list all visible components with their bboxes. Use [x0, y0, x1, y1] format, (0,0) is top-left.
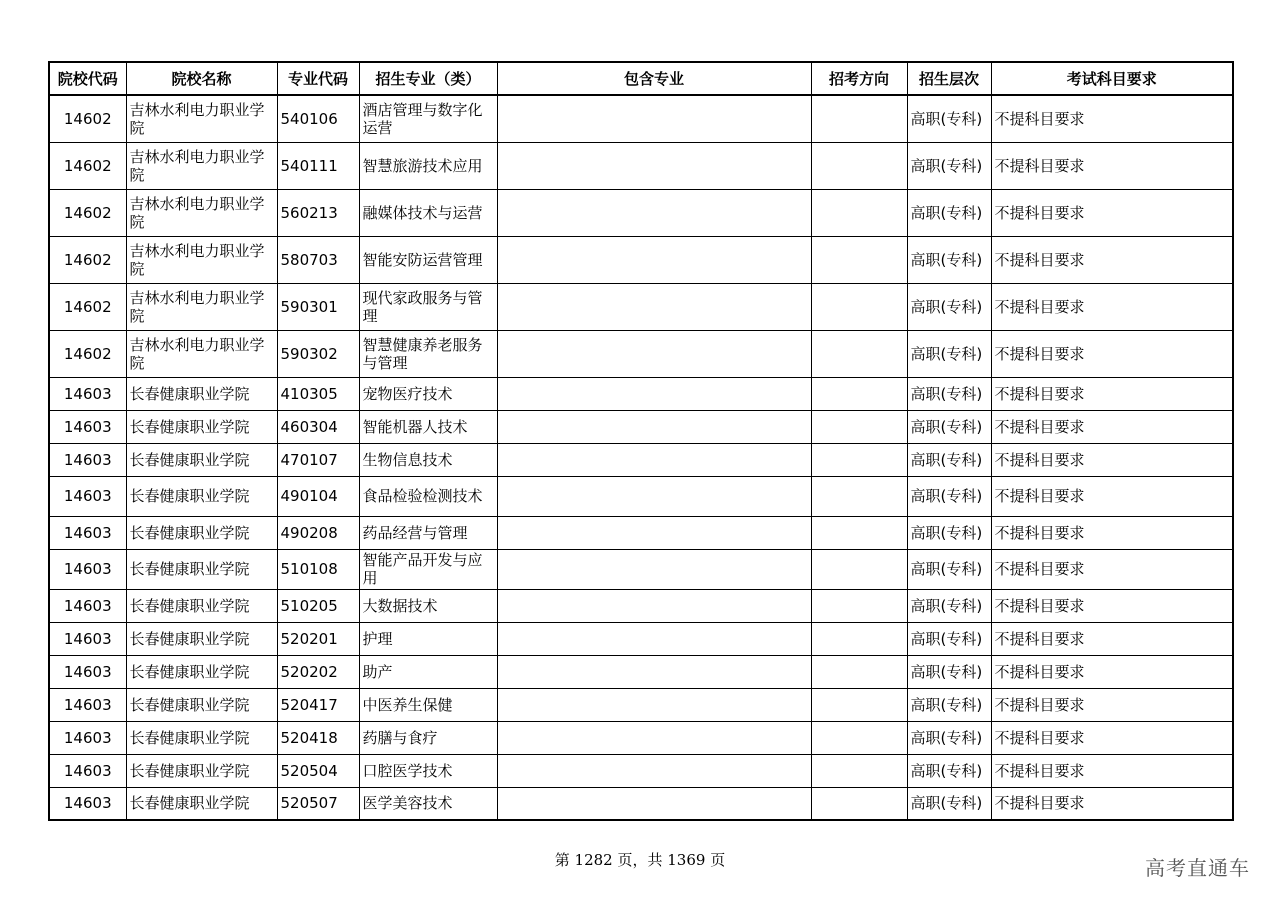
cell-major-code: 540106 [277, 95, 359, 142]
cell-direction [811, 688, 907, 721]
cell-major: 医学美容技术 [359, 787, 497, 820]
cell-level: 高职(专科) [907, 787, 991, 820]
col-header-subject-requirement: 考试科目要求 [991, 62, 1233, 95]
cell-school-name: 长春健康职业学院 [126, 476, 277, 516]
table-row [49, 142, 1233, 189]
cell-school-name: 吉林水利电力职业学院 [126, 189, 277, 236]
cell-major: 融媒体技术与运营 [359, 189, 497, 236]
col-header-school-code: 院校代码 [49, 62, 126, 95]
cell-level: 高职(专科) [907, 549, 991, 589]
cell-school-code: 14603 [49, 721, 126, 754]
cell-subject-requirement: 不提科目要求 [991, 787, 1233, 820]
cell-school-code: 14602 [49, 283, 126, 330]
cell-included-majors [497, 655, 811, 688]
cell-direction [811, 236, 907, 283]
cell-included-majors [497, 236, 811, 283]
cell-included-majors [497, 787, 811, 820]
cell-subject-requirement: 不提科目要求 [991, 688, 1233, 721]
cell-included-majors [497, 95, 811, 142]
cell-school-name: 吉林水利电力职业学院 [126, 283, 277, 330]
cell-included-majors [497, 516, 811, 549]
cell-subject-requirement: 不提科目要求 [991, 754, 1233, 787]
table-row [49, 549, 1233, 589]
cell-school-code: 14603 [49, 549, 126, 589]
cell-direction [811, 189, 907, 236]
cell-included-majors [497, 754, 811, 787]
cell-school-code: 14603 [49, 377, 126, 410]
cell-direction [811, 95, 907, 142]
cell-school-name: 长春健康职业学院 [126, 410, 277, 443]
cell-school-name: 长春健康职业学院 [126, 622, 277, 655]
col-header-included-majors: 包含专业 [497, 62, 811, 95]
cell-school-name: 长春健康职业学院 [126, 754, 277, 787]
cell-subject-requirement: 不提科目要求 [991, 377, 1233, 410]
cell-level: 高职(专科) [907, 754, 991, 787]
cell-direction [811, 516, 907, 549]
cell-included-majors [497, 189, 811, 236]
cell-major: 智能产品开发与应用 [359, 549, 497, 589]
cell-school-name: 长春健康职业学院 [126, 655, 277, 688]
cell-level: 高职(专科) [907, 283, 991, 330]
cell-school-name: 长春健康职业学院 [126, 443, 277, 476]
col-header-level: 招生层次 [907, 62, 991, 95]
cell-major: 酒店管理与数字化运营 [359, 95, 497, 142]
table-row [49, 754, 1233, 787]
cell-subject-requirement: 不提科目要求 [991, 589, 1233, 622]
table-row [49, 189, 1233, 236]
cell-major: 药品经营与管理 [359, 516, 497, 549]
col-header-major-code: 专业代码 [277, 62, 359, 95]
cell-level: 高职(专科) [907, 410, 991, 443]
cell-level: 高职(专科) [907, 443, 991, 476]
cell-major: 智能机器人技术 [359, 410, 497, 443]
cell-major-code: 510108 [277, 549, 359, 589]
cell-level: 高职(专科) [907, 330, 991, 377]
cell-school-name: 长春健康职业学院 [126, 549, 277, 589]
cell-major: 宠物医疗技术 [359, 377, 497, 410]
cell-level: 高职(专科) [907, 476, 991, 516]
table-row [49, 622, 1233, 655]
cell-included-majors [497, 688, 811, 721]
cell-school-code: 14603 [49, 622, 126, 655]
cell-direction [811, 589, 907, 622]
cell-major: 护理 [359, 622, 497, 655]
cell-subject-requirement: 不提科目要求 [991, 283, 1233, 330]
cell-school-code: 14602 [49, 142, 126, 189]
cell-major-code: 460304 [277, 410, 359, 443]
cell-school-name: 吉林水利电力职业学院 [126, 95, 277, 142]
cell-major-code: 520418 [277, 721, 359, 754]
cell-major-code: 540111 [277, 142, 359, 189]
cell-major-code: 490208 [277, 516, 359, 549]
cell-school-name: 吉林水利电力职业学院 [126, 142, 277, 189]
cell-level: 高职(专科) [907, 688, 991, 721]
cell-subject-requirement: 不提科目要求 [991, 516, 1233, 549]
cell-school-code: 14602 [49, 236, 126, 283]
cell-school-code: 14602 [49, 189, 126, 236]
table-row [49, 589, 1233, 622]
cell-included-majors [497, 549, 811, 589]
table-row [49, 721, 1233, 754]
cell-major: 智能安防运营管理 [359, 236, 497, 283]
cell-major-code: 590301 [277, 283, 359, 330]
table-row [49, 410, 1233, 443]
cell-included-majors [497, 410, 811, 443]
cell-included-majors [497, 377, 811, 410]
cell-subject-requirement: 不提科目要求 [991, 189, 1233, 236]
cell-level: 高职(专科) [907, 622, 991, 655]
cell-direction [811, 283, 907, 330]
header-row [49, 62, 1233, 95]
cell-major: 智慧健康养老服务与管理 [359, 330, 497, 377]
page-footer: 第 1282 页，共 1369 页 [554, 851, 726, 869]
cell-major: 口腔医学技术 [359, 754, 497, 787]
cell-school-code: 14603 [49, 754, 126, 787]
cell-school-name: 吉林水利电力职业学院 [126, 330, 277, 377]
cell-subject-requirement: 不提科目要求 [991, 410, 1233, 443]
cell-direction [811, 377, 907, 410]
cell-major-code: 520507 [277, 787, 359, 820]
cell-included-majors [497, 283, 811, 330]
cell-major-code: 520504 [277, 754, 359, 787]
table-row [49, 377, 1233, 410]
cell-direction [811, 443, 907, 476]
cell-major-code: 410305 [277, 377, 359, 410]
cell-school-code: 14603 [49, 655, 126, 688]
cell-major: 助产 [359, 655, 497, 688]
cell-major-code: 490104 [277, 476, 359, 516]
cell-level: 高职(专科) [907, 95, 991, 142]
cell-subject-requirement: 不提科目要求 [991, 95, 1233, 142]
cell-direction [811, 142, 907, 189]
cell-major: 现代家政服务与管理 [359, 283, 497, 330]
cell-direction [811, 622, 907, 655]
cell-school-name: 长春健康职业学院 [126, 787, 277, 820]
cell-level: 高职(专科) [907, 655, 991, 688]
cell-school-code: 14602 [49, 95, 126, 142]
table-body [49, 95, 1233, 820]
cell-school-code: 14603 [49, 410, 126, 443]
cell-major: 生物信息技术 [359, 443, 497, 476]
watermark-text: 高考直通车 [1145, 856, 1250, 880]
cell-included-majors [497, 443, 811, 476]
table-row [49, 688, 1233, 721]
cell-major: 智慧旅游技术应用 [359, 142, 497, 189]
cell-included-majors [497, 330, 811, 377]
cell-major-code: 580703 [277, 236, 359, 283]
col-header-school-name: 院校名称 [126, 62, 277, 95]
cell-included-majors [497, 721, 811, 754]
cell-subject-requirement: 不提科目要求 [991, 236, 1233, 283]
cell-school-code: 14603 [49, 443, 126, 476]
cell-major-code: 520201 [277, 622, 359, 655]
cell-major: 中医养生保健 [359, 688, 497, 721]
cell-direction [811, 787, 907, 820]
table-row [49, 787, 1233, 820]
cell-school-code: 14603 [49, 516, 126, 549]
cell-school-code: 14603 [49, 787, 126, 820]
cell-level: 高职(专科) [907, 189, 991, 236]
table-row [49, 443, 1233, 476]
cell-direction [811, 721, 907, 754]
table-row [49, 283, 1233, 330]
col-header-direction: 招考方向 [811, 62, 907, 95]
cell-subject-requirement: 不提科目要求 [991, 330, 1233, 377]
cell-direction [811, 476, 907, 516]
cell-school-name: 长春健康职业学院 [126, 516, 277, 549]
table-row [49, 95, 1233, 142]
cell-subject-requirement: 不提科目要求 [991, 622, 1233, 655]
cell-level: 高职(专科) [907, 236, 991, 283]
cell-level: 高职(专科) [907, 142, 991, 189]
cell-direction [811, 410, 907, 443]
cell-subject-requirement: 不提科目要求 [991, 721, 1233, 754]
cell-level: 高职(专科) [907, 589, 991, 622]
cell-direction [811, 549, 907, 589]
cell-school-name: 长春健康职业学院 [126, 721, 277, 754]
cell-included-majors [497, 476, 811, 516]
table-row [49, 330, 1233, 377]
cell-school-name: 吉林水利电力职业学院 [126, 236, 277, 283]
cell-major-code: 470107 [277, 443, 359, 476]
cell-school-code: 14603 [49, 589, 126, 622]
cell-direction [811, 754, 907, 787]
col-header-major: 招生专业（类） [359, 62, 497, 95]
cell-major: 药膳与食疗 [359, 721, 497, 754]
table-row [49, 655, 1233, 688]
table-row [49, 476, 1233, 516]
cell-included-majors [497, 589, 811, 622]
cell-direction [811, 655, 907, 688]
cell-level: 高职(专科) [907, 516, 991, 549]
cell-major-code: 560213 [277, 189, 359, 236]
cell-major: 大数据技术 [359, 589, 497, 622]
cell-included-majors [497, 142, 811, 189]
cell-school-code: 14603 [49, 476, 126, 516]
admissions-table [48, 61, 1234, 821]
cell-direction [811, 330, 907, 377]
cell-school-code: 14602 [49, 330, 126, 377]
cell-included-majors [497, 622, 811, 655]
cell-subject-requirement: 不提科目要求 [991, 655, 1233, 688]
cell-major: 食品检验检测技术 [359, 476, 497, 516]
cell-school-code: 14603 [49, 688, 126, 721]
cell-subject-requirement: 不提科目要求 [991, 443, 1233, 476]
cell-subject-requirement: 不提科目要求 [991, 549, 1233, 589]
cell-subject-requirement: 不提科目要求 [991, 142, 1233, 189]
cell-major-code: 520202 [277, 655, 359, 688]
cell-school-name: 长春健康职业学院 [126, 589, 277, 622]
cell-school-name: 长春健康职业学院 [126, 688, 277, 721]
cell-level: 高职(专科) [907, 377, 991, 410]
cell-subject-requirement: 不提科目要求 [991, 476, 1233, 516]
cell-major-code: 590302 [277, 330, 359, 377]
cell-major-code: 520417 [277, 688, 359, 721]
table-row [49, 516, 1233, 549]
table-row [49, 236, 1233, 283]
cell-major-code: 510205 [277, 589, 359, 622]
cell-level: 高职(专科) [907, 721, 991, 754]
cell-school-name: 长春健康职业学院 [126, 377, 277, 410]
